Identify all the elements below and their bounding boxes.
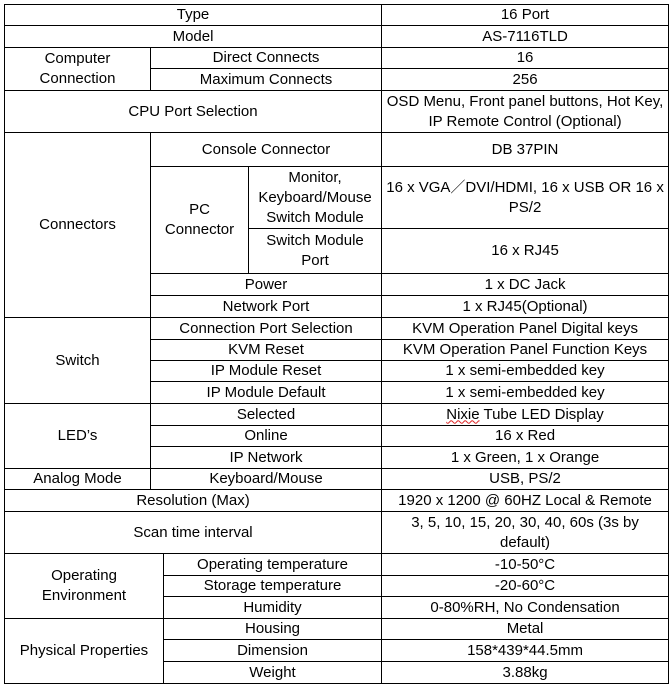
power-value: 1 x DC Jack (382, 274, 669, 296)
ip-module-default-label: IP Module Default (151, 382, 382, 404)
ip-module-reset-value: 1 x semi-embedded key (382, 361, 669, 382)
row-connection-port-selection (5, 318, 669, 340)
led-selected-value-rest: Tube LED Display (479, 405, 604, 423)
scan-time-value: 3, 5, 10, 15, 20, 30, 40, 60s (3s by default) (382, 512, 669, 554)
row-console-connector (5, 133, 669, 167)
connection-port-selection-label: Connection Port Selection (151, 318, 382, 340)
housing-label: Housing (164, 619, 382, 640)
model-value: AS-7116TLD (382, 26, 669, 48)
switch-module-port-value: 16 x RJ45 (382, 229, 669, 274)
weight-label: Weight (164, 662, 382, 684)
maximum-connects-label: Maximum Connects (151, 69, 382, 91)
storage-temperature-label: Storage temperature (164, 576, 382, 597)
physical-properties-label: Physical Properties (5, 619, 164, 684)
analog-mode-value: USB, PS/2 (382, 469, 669, 490)
row-direct-connects (5, 48, 669, 69)
spec-table (4, 4, 669, 684)
switch-module-port-label: Switch Module Port (249, 229, 382, 274)
scan-time-label: Scan time interval (5, 512, 382, 554)
row-scan-time (5, 512, 669, 554)
console-connector-label: Console Connector (151, 133, 382, 167)
led-selected-value (382, 404, 669, 426)
operating-temperature-label: Operating temperature (164, 554, 382, 576)
computer-connection-label: Computer Connection (5, 48, 151, 91)
network-port-value: 1 x RJ45(Optional) (382, 296, 669, 318)
cpu-port-selection-label: CPU Port Selection (5, 91, 382, 133)
row-resolution (5, 490, 669, 512)
humidity-value: 0-80%RH, No Condensation (382, 597, 669, 619)
housing-value: Metal (382, 619, 669, 640)
storage-temperature-value: -20-60°C (382, 576, 669, 597)
kvm-reset-value: KVM Operation Panel Function Keys (382, 340, 669, 361)
direct-connects-value: 16 (382, 48, 669, 69)
humidity-label: Humidity (164, 597, 382, 619)
connection-port-selection-value: KVM Operation Panel Digital keys (382, 318, 669, 340)
ip-module-default-value: 1 x semi-embedded key (382, 382, 669, 404)
type-label: Type (5, 5, 382, 26)
type-value: 16 Port (382, 5, 669, 26)
connectors-label: Connectors (5, 133, 151, 318)
leds-label: LED’s (5, 404, 151, 469)
resolution-label: Resolution (Max) (5, 490, 382, 512)
model-label: Model (5, 26, 382, 48)
pc-connector-label: PC Connector (151, 167, 249, 274)
row-type (5, 5, 669, 26)
power-label: Power (151, 274, 382, 296)
direct-connects-label: Direct Connects (151, 48, 382, 69)
monitor-module-value: 16 x VGA／DVI/HDMI, 16 x USB OR 16 x PS/2 (382, 167, 669, 229)
row-housing (5, 619, 669, 640)
led-selected-label: Selected (151, 404, 382, 426)
monitor-module-label: Monitor, Keyboard/Mouse Switch Module (249, 167, 382, 229)
maximum-connects-value: 256 (382, 69, 669, 91)
switch-label: Switch (5, 318, 151, 404)
operating-environment-label: Operating Environment (5, 554, 164, 619)
row-cpu-port-selection (5, 91, 669, 133)
led-ip-network-label: IP Network (151, 447, 382, 469)
dimension-value: 158*439*44.5mm (382, 640, 669, 662)
network-port-label: Network Port (151, 296, 382, 318)
resolution-value: 1920 x 1200 @ 60HZ Local & Remote (382, 490, 669, 512)
console-connector-value: DB 37PIN (382, 133, 669, 167)
weight-value: 3.88kg (382, 662, 669, 684)
row-led-selected (5, 404, 669, 426)
row-analog-mode (5, 469, 669, 490)
row-model (5, 26, 669, 48)
operating-temperature-value: -10-50°C (382, 554, 669, 576)
dimension-label: Dimension (164, 640, 382, 662)
ip-module-reset-label: IP Module Reset (151, 361, 382, 382)
analog-mode-label: Analog Mode (5, 469, 151, 490)
cpu-port-selection-value: OSD Menu, Front panel buttons, Hot Key, IP Remote Control (Optional) (382, 91, 669, 133)
kvm-reset-label: KVM Reset (151, 340, 382, 361)
row-operating-temperature (5, 554, 669, 576)
led-online-label: Online (151, 426, 382, 447)
led-selected-value-word: Nixie (446, 405, 480, 423)
led-online-value: 16 x Red (382, 426, 669, 447)
analog-mode-sub-label: Keyboard/Mouse (151, 469, 382, 490)
led-ip-network-value: 1 x Green, 1 x Orange (382, 447, 669, 469)
